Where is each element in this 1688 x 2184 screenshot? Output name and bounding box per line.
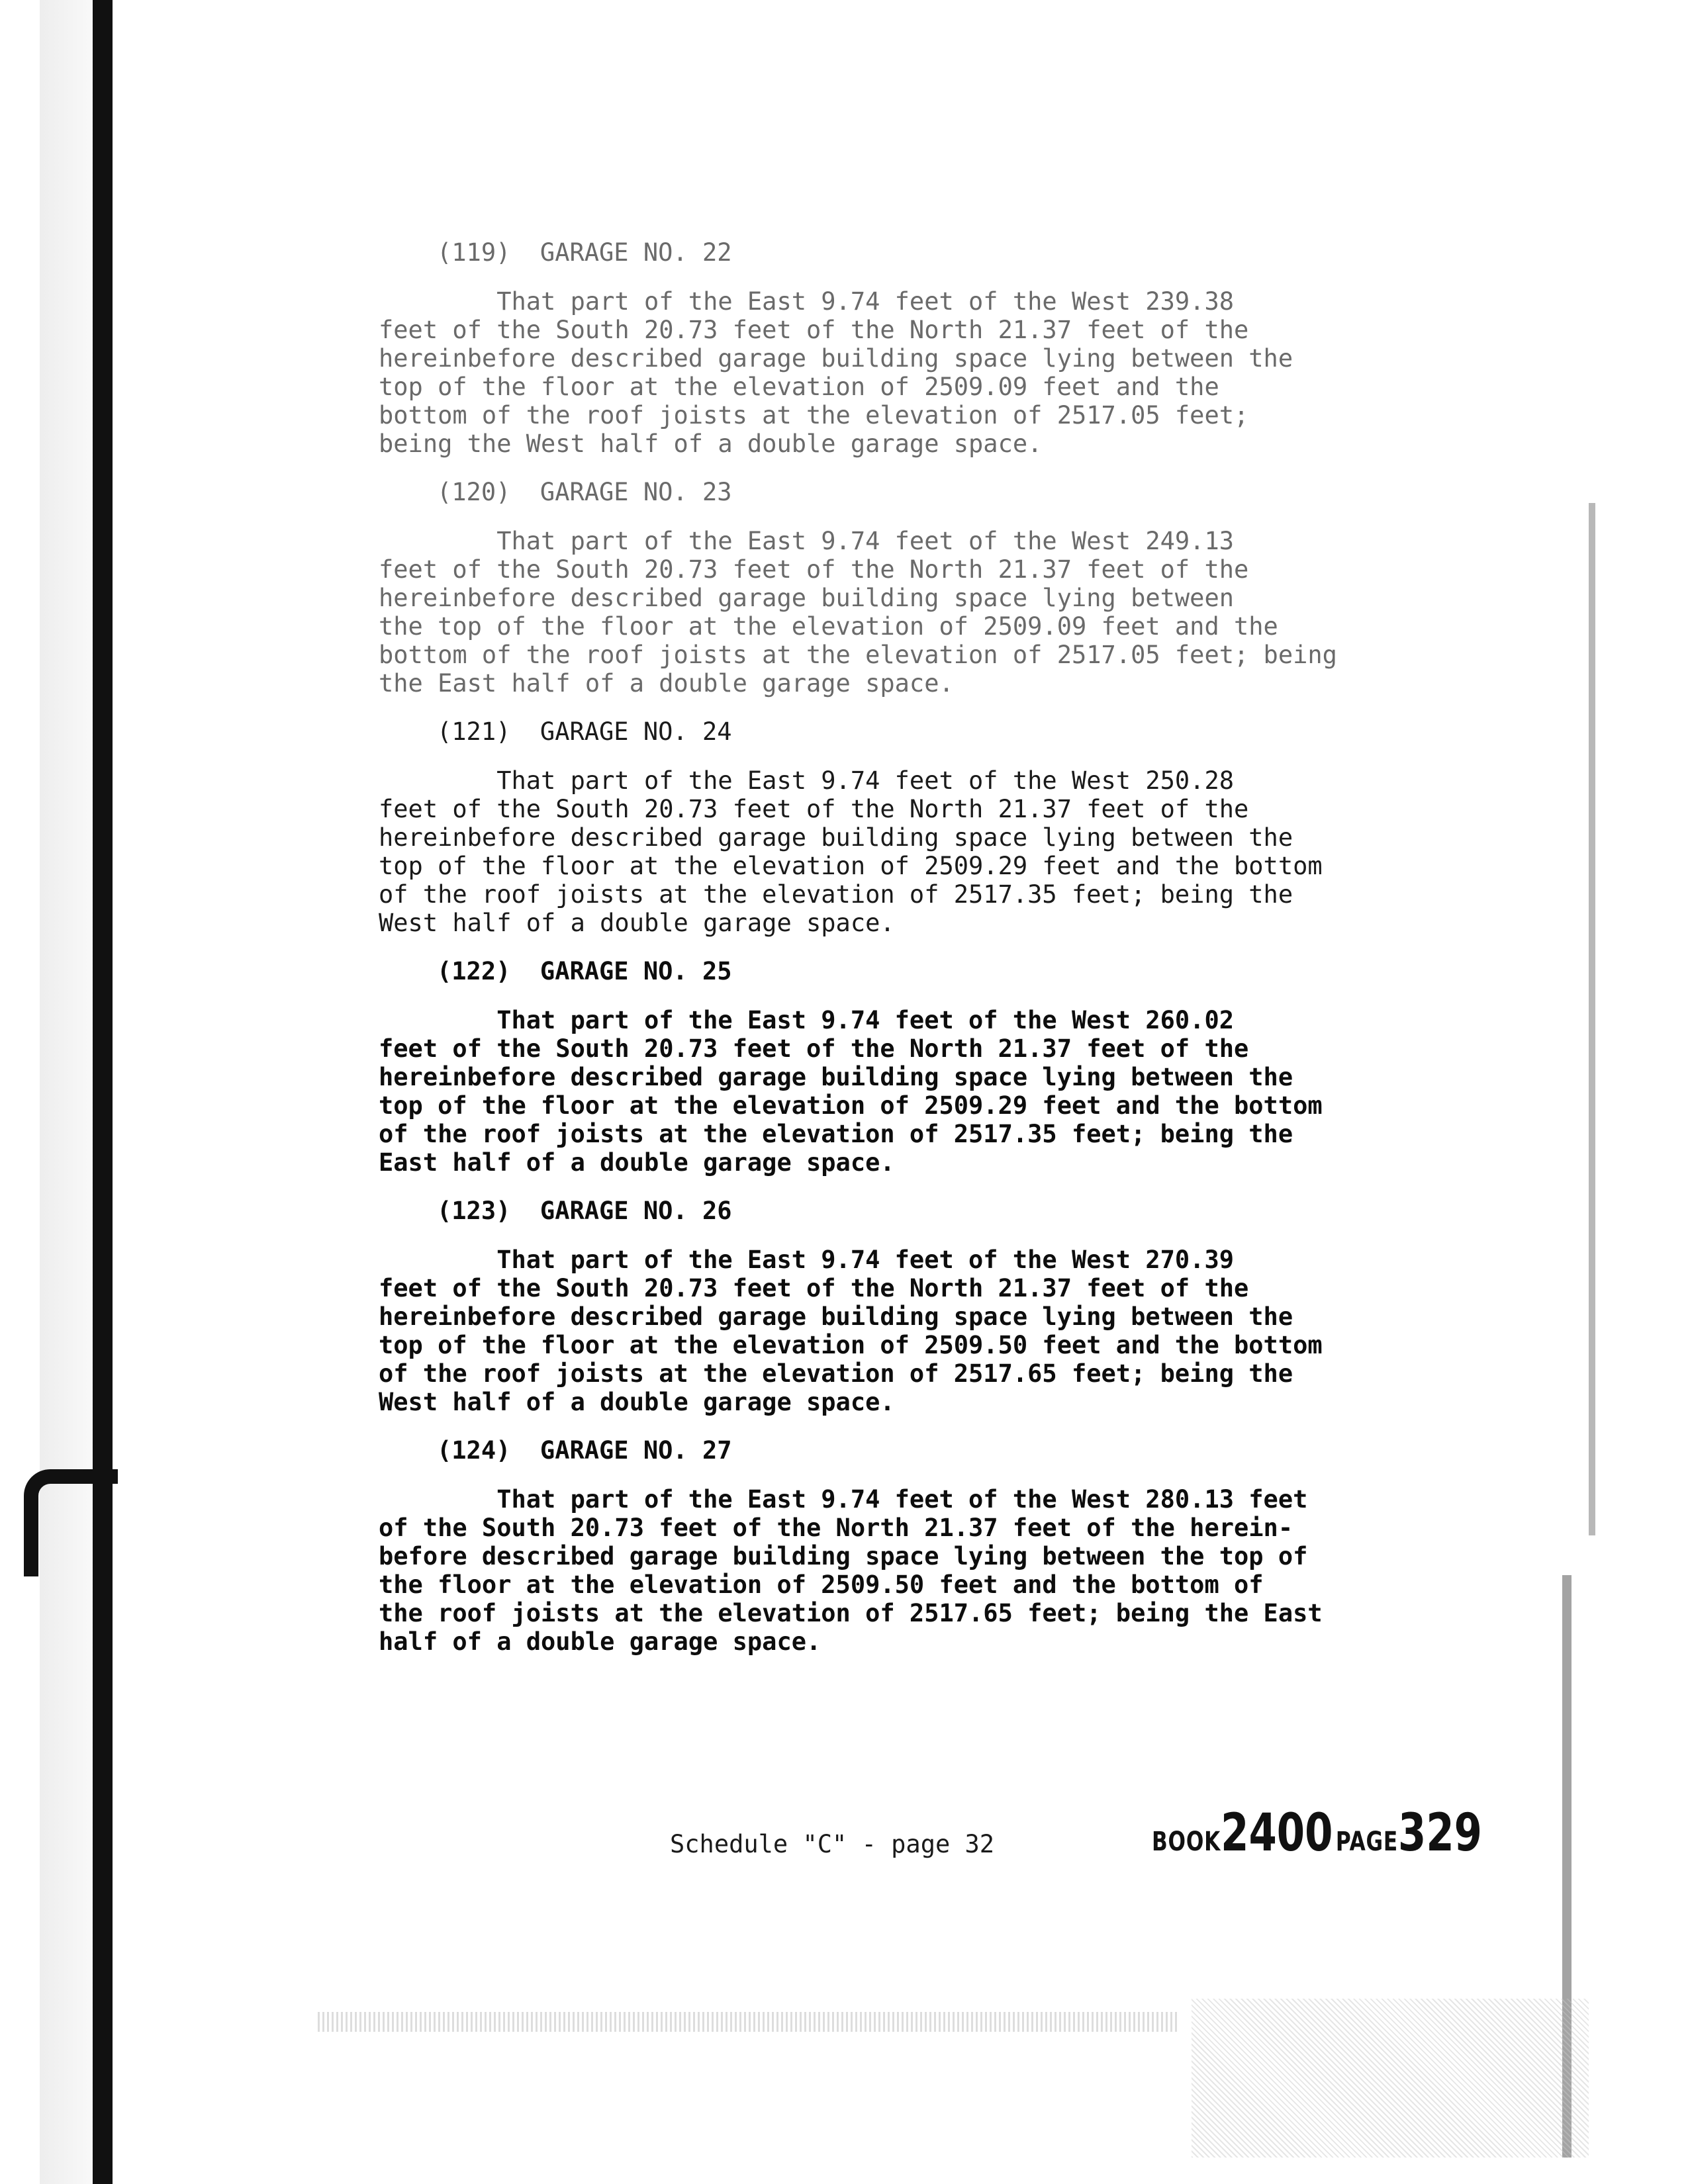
section-heading: (119) GARAGE NO. 22 <box>437 238 732 267</box>
stamp-page-number: 329 <box>1398 1803 1483 1863</box>
section-paragraph: That part of the East 9.74 feet of the West 270.39 feet of the South 20.73 feet of the North 21.37 feet of the hereinbefore described garage building space lying between the top of the floor at the elevation of 2509.50 feet and the bottom of the roof joists at the elevation of 2517.65 feet; being the West half of a double garage space. <box>379 1246 1323 1416</box>
section-heading: (123) GARAGE NO. 26 <box>437 1197 732 1225</box>
scan-artifact-right <box>1589 503 1595 1535</box>
section-heading: (121) GARAGE NO. 24 <box>437 717 732 746</box>
section-heading: (122) GARAGE NO. 25 <box>437 957 732 985</box>
section-heading: (124) GARAGE NO. 27 <box>437 1436 732 1465</box>
section-121 <box>379 717 1504 937</box>
stamp-page-label: PAGE <box>1335 1827 1399 1857</box>
stamp-book-number: 2400 <box>1221 1803 1333 1863</box>
binding-shadow <box>40 0 93 2184</box>
section-124 <box>379 1436 1504 1656</box>
section-paragraph: That part of the East 9.74 feet of the West 260.02 feet of the South 20.73 feet of the North 21.37 feet of the hereinbefore described garage building space lying between the top of the floor at the elevation of 2509.29 feet and the bottom of the roof joists at the elevation of 2517.35 feet; being the East half of a double garage space. <box>379 1006 1323 1177</box>
section-122 <box>379 957 1504 1177</box>
binder-clip <box>24 1469 118 1576</box>
section-123 <box>379 1197 1504 1416</box>
section-120 <box>379 478 1504 698</box>
scan-artifact-bottom <box>318 2012 1178 2032</box>
section-paragraph: That part of the East 9.74 feet of the West 250.28 feet of the South 20.73 feet of the North 21.37 feet of the hereinbefore described garage building space lying between the top of the floor at the elevation of 2509.29 feet and the bottom of the roof joists at the elevation of 2517.35 feet; being the West half of a double garage space. <box>379 766 1323 937</box>
document-body <box>379 238 1504 1673</box>
page-footer: Schedule "C" - page 32 <box>670 1830 995 1858</box>
book-page-stamp <box>1152 1803 1482 1863</box>
section-paragraph: That part of the East 9.74 feet of the West 249.13 feet of the South 20.73 feet of the North 21.37 feet of the hereinbefore described garage building space lying between the top of the floor at the elevation of 2509.09 feet and the bottom of the roof joists at the elevation of 2517.05 feet; being the East half of a double garage space. <box>379 527 1337 698</box>
section-119 <box>379 238 1504 458</box>
scan-artifact-corner <box>1192 1999 1589 2158</box>
stamp-book-label: BOOK <box>1152 1827 1221 1857</box>
section-heading: (120) GARAGE NO. 23 <box>437 478 732 506</box>
section-paragraph: That part of the East 9.74 feet of the West 280.13 feet of the South 20.73 feet of the North 21.37 feet of the herein- before described garage building space lying between the top of the floor at the elevation of 2509.50 feet and the bottom of the roof joists at the elevation of 2517.65 feet; being the East half of a double garage space. <box>379 1485 1323 1656</box>
section-paragraph: That part of the East 9.74 feet of the West 239.38 feet of the South 20.73 feet of the North 21.37 feet of the hereinbefore described garage building space lying between the top of the floor at the elevation of 2509.09 feet and the bottom of the roof joists at the elevation of 2517.05 feet; being the West half of a double garage space. <box>379 287 1293 458</box>
binding-edge <box>93 0 113 2184</box>
